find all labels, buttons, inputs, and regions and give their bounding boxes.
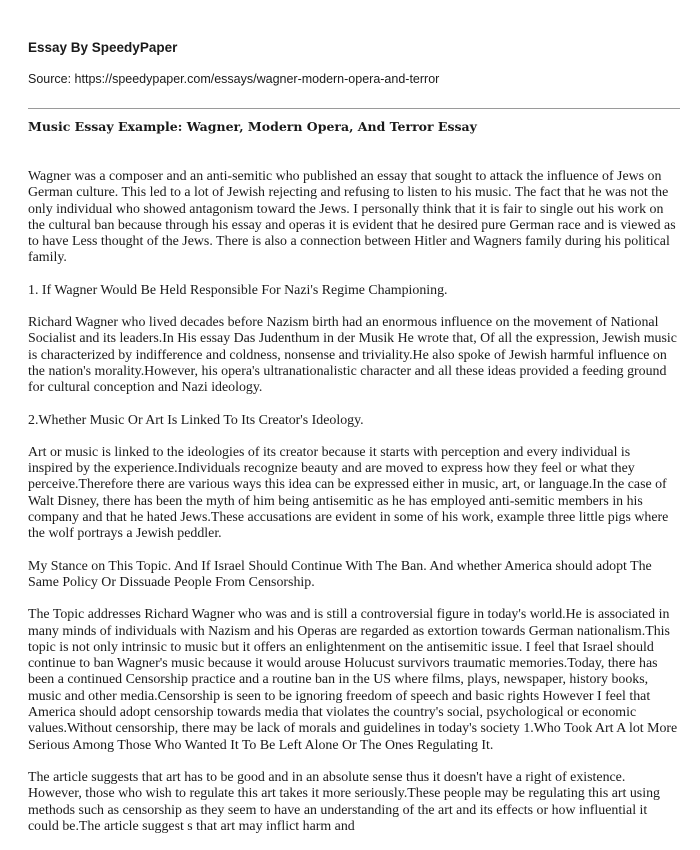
paragraph: Art or music is linked to the ideologies of its creator because it starts with perception and every individual is inspired by the experience.Individuals recognize beauty and are moved to express how they feel or what they perceive.Therefore there are various ways this idea can be expressed either in music, art, or language.In the case of Walt Disney, there has been the myth of him being antisemitic as he has employed anti-semitic members in his company and that he hated Jews.These accusations are evident in some of his work, example three little pigs where the wolf portrays a Jewish peddler. [28, 444, 669, 542]
site-title: Essay By SpeedyPaper [28, 40, 178, 55]
header-divider [28, 108, 680, 109]
essay-body [28, 169, 678, 850]
paragraph: Richard Wagner who lived decades before Nazism birth had an enormous influence on the movement of National Socialist and its leaders.In His essay Das Judenthum in der Musik He wrote that, Of all the expression, Jewish music is characterized by indifference and coldness, nonsense and triviality.He also spoke of Jewish harmful influence on the nation's morality.However, his opera's ultranationalistic character and all these ideas provided a feeding ground for cultural conception and Nazi ideology. [28, 315, 677, 396]
section-heading: 1. If Wagner Would Be Held Responsible For Nazi's Regime Championing. [28, 282, 448, 298]
source-line: Source: https://speedypaper.com/essays/wagner-modern-opera-and-terror [28, 72, 440, 86]
paragraph: The Topic addresses Richard Wagner who was and is still a controversial figure in today's world.He is associated in many minds of individuals with Nazism and his Operas are regarded as extortion towards German nationalism.This topic is not only intrinsic to music but it offers an enlightenment on the antisemitic issue. I feel that Israel should continue to ban Wagner's music because it would arouse Holucust survivors traumatic memories.Today, there has been a continued Censorship practice and a routine ban in the US where films, plays, newspaper, history books, music and other media.Censorship is seen to be ignoring freedom of speech and basic rights However I feel that America should adopt censorship towards media that violates the country's social, psychological or economic values.Without censorship, there may be lack of morals and guidelines in today's society 1.Who Took Art A lot More Serious Among Those Who Wanted It To Be Left Alone Or The Ones Regulating It. [28, 607, 678, 753]
essay-title: Music Essay Example: Wagner, Modern Opera, And Terror Essay [28, 119, 477, 134]
document-header [28, 40, 673, 86]
section-heading: My Stance on This Topic. And If Israel Should Continue With The Ban. And whether America should adopt The Same Policy Or Dissuade People From Censorship. [28, 558, 652, 590]
paragraph: The article suggests that art has to be good and in an absolute sense thus it doesn't have a right of existence. However, those who wish to regulate this art takes it more seriously.These people may be regulating this art using methods such as censorship as they seem to have an understanding of the art and its effects or how influential it could be.The article suggest s that art may inflict harm and [28, 769, 660, 834]
paragraph: Wagner was a composer and an anti-semitic who published an essay that sought to attack the influence of Jews on German culture. This led to a lot of Jewish rejecting and refusing to listen to his music. The fact that he was not the only individual who showed antagonism toward the Jews. I personally think that it is fair to single out his work on the cultural ban because through his essay and operas it is evident that he desired pure German race and is viewed as to have Less thought of the Jews. There is also a connection between Hitler and Wagners family during his political family. [28, 169, 676, 266]
section-heading: 2.Whether Music Or Art Is Linked To Its Creator's Ideology. [28, 412, 364, 428]
